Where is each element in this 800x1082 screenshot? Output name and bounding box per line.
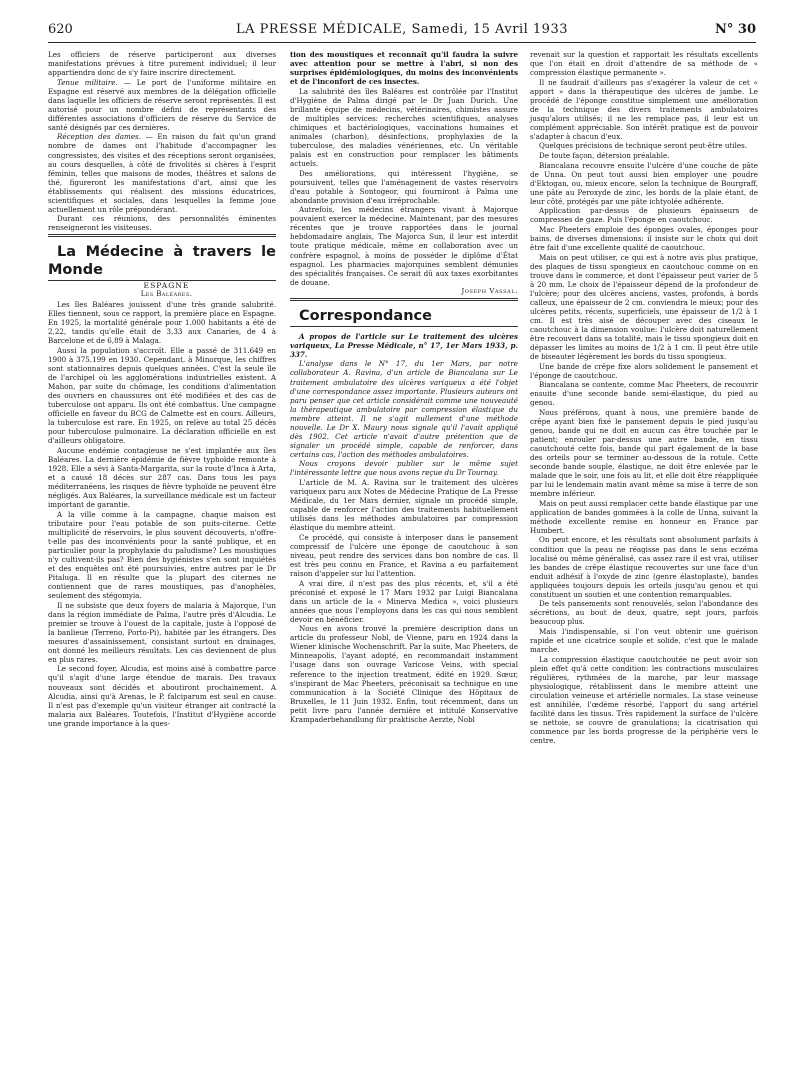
heading-rule <box>290 326 518 327</box>
editorial-note: L'analyse dans le N° 17, du 1er Mars, par notre collaborateur A. Ravina, d'un article de Biancalana sur Le traitement ambulatoire des ulcères variqueux a été l'objet d'une correspondance assez importante. Plusieurs auteurs ont paru penser que cet article considérait comme une nouveauté la thérapeutique ambulatoire par compression élastique du membre atteint. Il ne s'agit nullement d'une méthode nouvelle. Le Dr X. Maury nous signale qu'il l'avait appliqué dès 1902. Cet article n'avait d'autre prétention que de signaler un procédé simple, capable de renforcer, dans certains cas, l'action des méthodes ambulatoires. <box>290 359 518 459</box>
paragraph: A vrai dire, il n'est pas des plus récents, et, s'il a été préconisé et exposé le 17 Mars 1932 par Luigi Biancalana dans un article de la « Minerva Medica », voici plusieurs années que nous l'employons dans les cas qui nous semblent devoir en bénéficier. <box>290 578 518 624</box>
run-in-heading: Réception des dames. <box>57 132 141 142</box>
paragraph: La salubrité des îles Baléares est contrôlée par l'Institut d'Hygiène de Palma dirigé par le Dr Juan Durich. Une brillante équipe de médecins, vétérinaires, chimistes assure de multiples services: recherches scientifiques, analyses chimiques et bactériologiques, vaccinations humaines et animales (charbon), désinfections, prophylaxies de la tuberculose, des maladies vénériennes, etc. Un véritable palais est en construction pour remplacer les bâtiments actuels. <box>290 86 518 169</box>
paragraph: Biancalana recouvre ensuite l'ulcère d'une couche de pâte de Unna. On peut tout aussi bien employer une poudre d'Ektogan, ou, mieux encore, selon la technique de Bourgraff, une pâte au Peroxyde de zinc, les bords de la plaie étant, de leur côté, protégés par une pâte ichtyolée adhérente. <box>530 160 758 206</box>
section-heading: Correspondance <box>299 308 432 325</box>
paragraph: A la ville comme à la campagne, chaque maison est tributaire pour l'eau potable de son puits-citerne. Cette multiplicité de réservoirs, le plus souvent découverts, n'offre-t-elle pas des inconvénients pour la santé publique, et en particulier pour la prophylaxie du paludisme? Les moustiques n'y cultivent-ils pas? Bien des hygiénistes s'en sont inquiétés et des enquêtes ont été poursuivies, entre autres par le Dr Pitaluga. Il en résulte que la plupart des citernes ne contiennent que de rares moustiques, pas d'anophèles, seulement des stégomyia. <box>48 509 276 601</box>
paragraph: Quelques précisions de technique seront peut-être utiles. <box>539 141 748 151</box>
paragraph: Les îles Baléares jouissent d'une très grande salubrité. Elles tiennent, sous ce rapport, la première place en Espagne. En 1925, la mortalité générale pour 1.000 habitants a été de 2,22, tandis qu'elle était de 3,33 aux Canaries, de 4 à Barcelone et de 6,89 à Malaga. <box>48 300 276 346</box>
paragraph: Il ne faudrait d'ailleurs pas s'exagérer la valeur de cet « apport » dans la thérapeutique des ulcères de jambe. Le procédé de l'éponge constitue simplement une amélioration de la technique des divers traitements ambulatoires jusqu'alors utilisés; il ne les remplace pas, il leur est un complément appréciable. Son intérêt pratique est de pouvoir s'adapter à chacun d'eux. <box>530 77 758 141</box>
editorial-note: Nous croyons devoir publier sur le même sujet l'intéressante lettre que nous avons reçue du Dr Tournay. <box>290 459 518 478</box>
paragraph: Des améliorations, qui intéressent l'hygiène, se poursuivent, telles que l'aménagement de vastes réservoirs d'eau potable à Sontogeor, qui fourniront à Palma une abondante provision d'eau irréprochable. <box>290 168 518 205</box>
column-1 <box>48 50 276 728</box>
author-signature: Joseph Vassal. <box>461 287 518 296</box>
article-reference: A propos de l'article sur Le traitement des ulcères variqueux, La Presse Médicale, n° 17, 1er Mars 1933, p. 337. <box>290 331 518 359</box>
paragraph: revenait sur la question et rapportait les résultats excellents que l'on était en droit d'attendre de sa méthode de « compression élastique permanente ». <box>530 50 758 78</box>
paragraph: Mais l'indispensable, si l'on veut obtenir une guérison rapide et une cicatrice souple et solide, c'est que le malade marche. <box>530 626 758 655</box>
paragraph: Nous préférons, quant à nous, une première bande de crêpe ayant bien fixé le pansement depuis le pied jusqu'au genou, bande qui ne doit en aucun cas être touchée par le patient; enrouler par-dessus une autre bande, en tissu caoutchouté cette fois, bande qui part également de la base des orteils pour se terminer au-dessous de la rotule. Cette seconde bande souple, élastique, ne doit être enlevée par le malade que le soir, une fois au lit, et elle doit être réappliquée par lui le lendemain matin avant même sa mise à terre de son membre inférieur. <box>530 407 758 499</box>
paragraph: Mais on peut utiliser, ce qui est à notre avis plus pratique, des plaques de tissu spongieux en caoutchouc comme on en trouve dans le commerce, et dont l'épaisseur peut varier de 5 à 20 mm. Le choix de l'épaisseur dépend de la profondeur de l'ulcère; pour des ulcères anciens, vastes, profonds, à bords calleux, une épaisseur de 2 cm. conviendra le mieux; pour des ulcères petits, récents, superficiels, une épaisseur de 1/2 à 1 cm. Il est très aisé de découper avec des ciseaux le caoutchouc à la dimension voulue: l'ulcère doit naturellement être recouvert dans sa totalité, mais le tissu spongieux doit en dépasser les limites au moins de 1/2 à 1 cm. Il peut être utile de biseauter légèrement les bords du tissu spongieux. <box>530 252 758 362</box>
paragraph: De toute façon, détersion préalable. <box>539 151 670 161</box>
paragraph: Les officiers de réserve participeront aux diverses manifestations prévues à titre purement individuel; il leur appartiendra donc de s'y faire inscrire directement. <box>48 50 276 78</box>
paragraph: Aussi la population s'accroît. Elle a passé de 311.649 en 1900 à 375.199 en 1930. Cependant, à Minorque, les chiffres sont stationnaires depuis quelques années. C'est la seule île de l'archipel où les agglomérations industrielles existent. A Mahon, par suite du chômage, les conditions d'alimentation des ouvriers en chaussures ont été modifiées et des cas de tuberculose ont apparu. Ils ont été combattus. Une campagne officielle en faveur du BCG de Calmette est en cours. Ailleurs, la tuberculose est rare. En 1925, on relève au total 25 décès pour tuberculose pulmonaire. La déclaration officielle en est d'ailleurs obligatoire. <box>48 345 276 446</box>
paragraph-text: — Le port de l'uniforme militaire en Espagne est réservé aux membres de la délégation officielle dans laquelle les officiers de réserve seront représentés. Il est autorisé pour un nombre défini de représentants des différentes associations d'officiers de réserve du Service de santé désignés par ces dernières. <box>48 77 276 132</box>
section-divider <box>48 234 276 237</box>
column-3 <box>530 50 758 746</box>
paragraph: tion des moustiques et reconnaît qu'il faudra la suivre avec attention pour se mettre à l'abri, si non des surprises épidémiologiques, du moins des inconvénients et de l'inconfort de ces insectes. <box>290 50 518 87</box>
issue-number: N° 30 <box>715 22 756 37</box>
paragraph: Le second foyer, Alcudia, est moins aisé à combattre parce qu'il s'agit d'une large étendue de marais. Des travaux nouveaux sont décidés et aboutiront prochainement. A Alcudia, ainsi qu'à Arenas, le P. falciparum est seul en cause. Il n'est pas d'exemple qu'un visiteur étranger ait contracté la malaria aux Baléares. Toutefois, l'Institut d'Hygiène accorde une grande importance à la ques- <box>48 664 276 728</box>
paragraph: Mais on peut aussi remplacer cette bande élastique par une application de bandes gommées à la colle de Unna, suivant la méthode excellente remise en honneur en France par Humbert. <box>530 498 758 535</box>
paragraph-text: — En raison du fait qu'un grand nombre de dames ont l'habitude d'accompagner les congressistes, des visites et des réceptions seront organisées, au cours desquelles, à côté de frivolités si chères à l'esprit féminin, telles que maisons de modes, théâtres et salons de thé, figureront les manifestations d'art, ainsi que les établissements qui réalisent des missions éducatrices, scientifiques et sociales, dans lesquelles la femme joue actuellement un rôle prépondérant. <box>48 132 276 214</box>
paragraph: L'article de M. A. Ravina sur le traitement des ulcères variqueux paru aux Notes de Médecine Pratique de La Presse Médicale, du 1er Mars dernier, signale un procédé simple, capable de renforcer l'action des traitements habituellement utilisés dans les méthodes ambulatoires par compression élastique du membre atteint. <box>290 478 518 533</box>
page-header <box>48 22 756 43</box>
journal-title: LA PRESSE MÉDICALE, Samedi, 15 Avril 1933 <box>235 22 568 37</box>
country-heading: ESPAGNE <box>143 280 190 290</box>
run-in-heading: Tenue militaire. <box>57 77 118 87</box>
paragraph: Biancalana se contente, comme Mac Pheeters, de recouvrir ensuite d'une seconde bande semi-élastique, du pied au genou. <box>530 380 758 408</box>
paragraph <box>48 78 276 132</box>
paragraph: Mac Pheeters emploie des éponges ovales, éponges pour bains, de diverses dimensions: il insiste sur le choix qui doit être fait d'une excellente qualité de caoutchouc. <box>530 224 758 252</box>
paragraph: Ce procédé, qui consiste à interposer dans le pansement compressif de l'ulcère une éponge de caoutchouc à son niveau, peut rendre des services dans bon nombre de cas. Il est très peu connu en France, et Ravina a eu parfaitement raison d'appeler sur lui l'attention. <box>290 532 518 578</box>
paragraph: Durant ces réunions, des personnalités éminentes renseigneront les visiteuses. <box>48 214 276 233</box>
paragraph: Aucune endémie contagieuse ne s'est implantée aux îles Baléares. La dernière épidémie de fièvre typhoïde remonte à 1928. Elle a sévi à Santa-Margarita, sur la route d'Inca à Arta, et a causé 18 décès sur 287 cas. Dans tous les pays méditerranéens, les risques de fièvre typhoïde ne peuvent être négligés. Aux Baléares, la surveillance médicale est un facteur important de garantie. <box>48 445 276 510</box>
paragraph: Application par-dessus de plusieurs épaisseurs de compresses de gaze. Puis l'éponge en caoutchouc. <box>530 206 758 225</box>
paragraph: La compression élastique caoutchoutée ne peut avoir son plein effet qu'à cette condition: les contractions musculaires régulières, rythmées de la marche, par leur massage physiologique, rétablissent dans le membre atteint une circulation veineuse et artérielle normales. La stase veineuse est annihilée, l'œdème résorbé, l'apport du sang artériel facilité dans les tissus. Très rapidement la surface de l'ulcère se nettoie, se couvre de granulations; la cicatrisation qui commence par les bords progresse de la périphérie vers le centre. <box>530 654 758 746</box>
paragraph: De tels pansements sont renouvelés, selon l'abondance des sécrétions, au bout de deux, quatre, sept jours, parfois beaucoup plus. <box>530 599 758 627</box>
paragraph: On peut encore, et les résultats sont absolument parfaits à condition que la peau ne réagisse pas dans le sens eczéma localisé ou même généralisé, cas assez rare il est vrai, utiliser les bandes de crêpe élastique recouvertes sur une face d'un enduit adhésif à l'oxyde de zinc (genre élastoplaste), bandes appliquées toujours depuis les orteils jusqu'au genou et qui constituent un soutien et une contention remarquables. <box>530 535 758 599</box>
paragraph: Autrefois, les médecins étrangers vivant à Majorque pouvaient exercer la médecine. Maintenant, par des mesures récentes que je trouve rapportées dans le journal hebdomadaire anglais, The Majorca Sun, il leur est interdit toute pratique médicale, même en collaboration avec un confrère espagnol, à moins de posséder le diplôme d'État espagnol. Les pharmacies majorquines semblent démunies des spécialités françaises. Ce serait dû aux taxes exorbitantes de douane. <box>290 205 518 287</box>
paragraph <box>48 132 276 213</box>
paragraph: Il ne subsiste que deux foyers de malaria à Majorque, l'un dans la région immédiate de Palma, l'autre près d'Alcudia. Le premier se trouve à l'ouest de la capitale, juste à l'opposé de la banlieue (Terreno, Porto-Pi), habitée par les étrangers. Des mesures d'assainissement, consistant surtout en drainages, ont donné les meilleurs résultats. Les cas deviennent de plus en plus rares. <box>48 600 276 664</box>
page-number: 620 <box>48 22 73 37</box>
column-2 <box>290 50 518 724</box>
subheading: Les Baléares. <box>140 290 193 299</box>
section-heading: La Médecine à travers le Monde <box>48 244 276 279</box>
paragraph: Une bande de crêpe fixe alors solidement le pansement et l'éponge de caoutchouc. <box>530 361 758 380</box>
section-divider <box>290 298 518 301</box>
paragraph: Nous en avons trouvé la première description dans un article du professeur Nobl, de Vienne, paru en 1924 dans la Wiener klinische Wochenschrift. Par la suite, Mac Pheeters, de Minneapolis, l'ayant adopté, en recommandait instamment l'usage dans son ouvrage Varicose Veins, with special reference to the injection treatment, édité en 1929. Sœur, s'inspirant de Mac Pheeters, préconisait sa technique en une communication à la Société Clinique des Hôpitaux de Bruxelles, le 11 Juin 1932. Enfin, tout récemment, dans un petit livre paru l'année dernière et intitulé Konservative Krampaderbehandlung für praktische Aerzte, Nobl <box>290 624 518 724</box>
